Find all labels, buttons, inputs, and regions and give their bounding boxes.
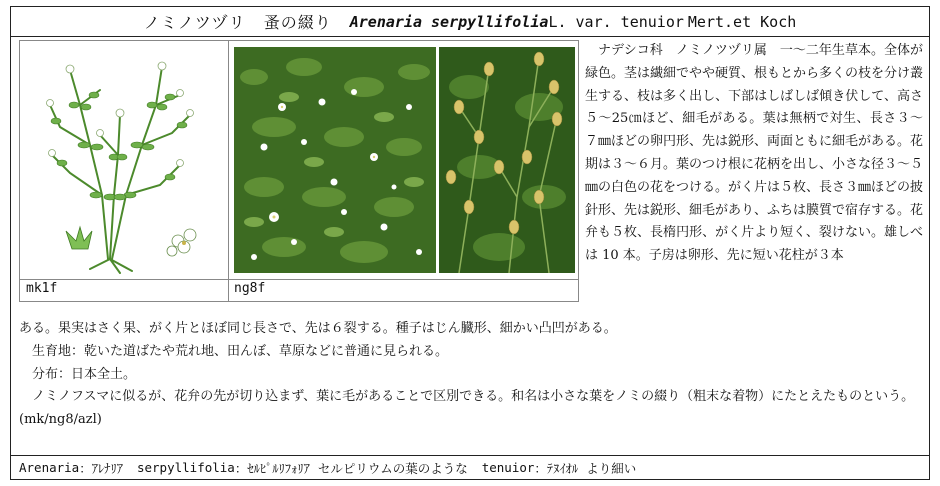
variety-name: tenuior bbox=[481, 460, 535, 475]
plant-card bbox=[10, 6, 930, 480]
illustration-caption: mk1f bbox=[26, 281, 58, 296]
kanji-name: 蚤の綴り bbox=[263, 13, 332, 32]
genus-reading: ：ｱﾚﾅﾘｱ bbox=[79, 460, 123, 476]
genus-name: Arenaria bbox=[19, 460, 80, 475]
image-panel bbox=[19, 40, 579, 302]
scientific-name: Arenaria serpyllifolia bbox=[349, 12, 549, 31]
page-title bbox=[11, 7, 929, 37]
species-meaning: セルピリウムの葉のような bbox=[317, 460, 468, 476]
distribution-line: 分布：日本全土。 bbox=[19, 366, 137, 382]
variety-reading: ：ﾃﾇｲｵﾙ bbox=[534, 460, 579, 476]
etymology-footer bbox=[11, 455, 929, 479]
species-name: serpyllifolia bbox=[136, 460, 235, 475]
author-name: Mert.et Koch bbox=[687, 12, 797, 31]
description-right bbox=[585, 40, 923, 268]
habitat-photo bbox=[234, 47, 436, 273]
notes-paragraph: ノミノフスマに似るが、花弁の先が切り込まず、葉に毛があることで区別できる。和名は小さな葉をノミの綴り（粗末な着物）にたとえたものという。 (mk/ng8/azl) bbox=[19, 389, 921, 428]
botanical-illustration bbox=[30, 45, 220, 277]
species-reading: ：ｾﾙﾋﾟﾙﾘﾌｫﾘｱ bbox=[234, 460, 310, 476]
description-continuation: ある。果実はさく果、がく片とほぼ同じ長さで、先は６裂する。種子はじん臓形、細かい凸凹がある。 bbox=[19, 321, 617, 336]
scientific-name-rest: L. var. tenuior bbox=[548, 12, 684, 31]
description-bottom bbox=[19, 318, 923, 432]
habitat-line: 生育地：乾いた道ばたや荒れ地、田んぼ、草原などに普通に見られる。 bbox=[19, 343, 449, 359]
variety-meaning: より細い bbox=[586, 460, 637, 476]
photo-caption: ng8f bbox=[234, 281, 266, 296]
capsule-photo bbox=[439, 47, 575, 273]
description-paragraph: ナデシコ科 ノミノツヅリ属 一～二年生草本。全体が緑色。茎は繊細でやや硬質、根もとから多くの枝を分け叢生する、枝は多く出し、下部はしばしば傾き伏して、高さ５～25㎝ほど、細毛がある。葉は無柄で対生、長さ３～７㎜ほどの卵円形、先は鋭形、両面ともに細毛がある。花期は３～６月。葉のつけ根に花柄を出し、小さな径３～５㎜の白色の花をつける。がく片は５枚、長さ３㎜ほどの披針形、先は鋭形、細毛があり、ふちは膜質で宿存する。花弁も５枚、長楕円形、がく片より短く、裂けない。雄しべは 10 本。子房は卵形、先に短い花柱が３本 bbox=[585, 43, 924, 264]
japanese-name: ノミノツヅリ bbox=[143, 13, 246, 32]
